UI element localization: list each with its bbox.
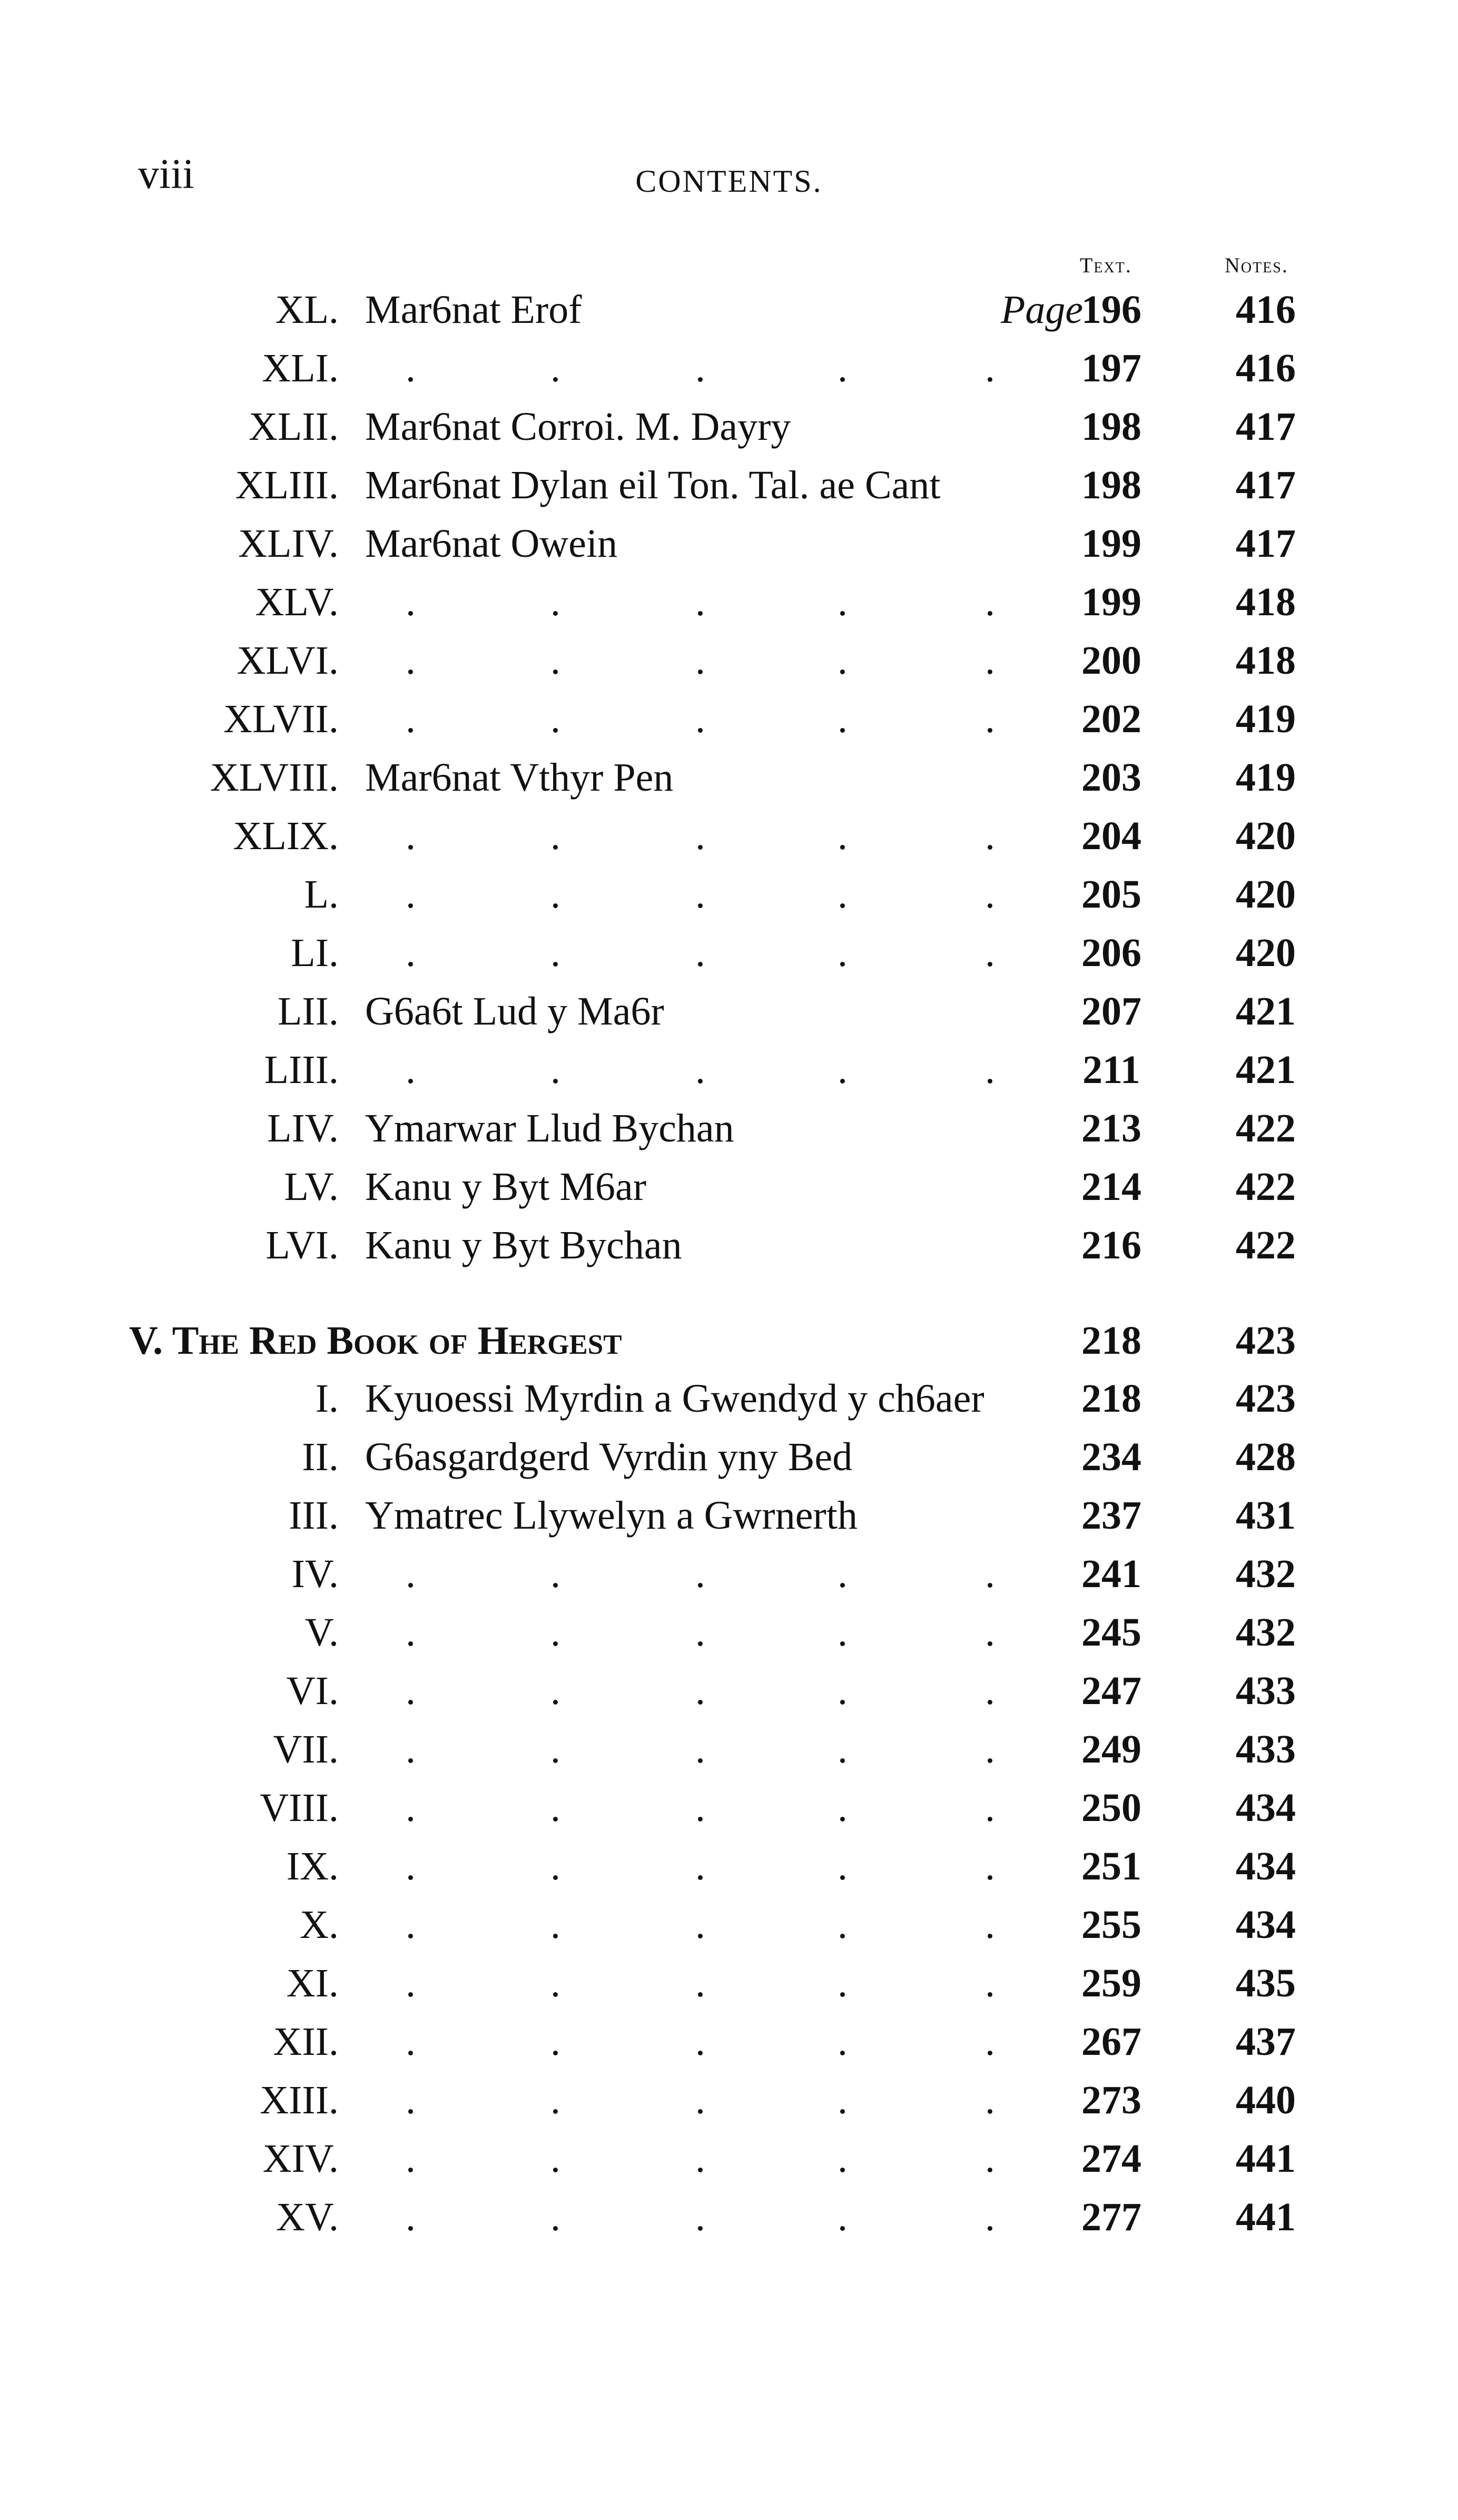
table-row bbox=[0, 755, 1458, 814]
table-row bbox=[0, 462, 1458, 521]
text-page-number: 255 bbox=[1081, 1903, 1141, 1947]
text-page-number: 213 bbox=[1081, 1106, 1141, 1150]
notes-page-number: 440 bbox=[1236, 2078, 1296, 2122]
entry-title: Mar6nat Erof bbox=[365, 288, 582, 332]
text-page-number: 198 bbox=[1081, 405, 1141, 449]
notes-page-number: 441 bbox=[1236, 2137, 1296, 2181]
entry-title: G6asgardgerd Vyrdin yny Bed bbox=[365, 1435, 853, 1479]
entry-number: LV. bbox=[284, 1165, 339, 1209]
text-page-number: 202 bbox=[1081, 697, 1141, 741]
notes-page-number: 422 bbox=[1236, 1223, 1296, 1267]
entry-title: Mar6nat Owein bbox=[365, 521, 618, 566]
page-title: CONTENTS. bbox=[635, 164, 823, 199]
text-page-number: 237 bbox=[1081, 1493, 1141, 1538]
notes-page-number: 417 bbox=[1236, 463, 1296, 507]
table-row: XLVII. . . . . . 202 419 bbox=[0, 696, 1458, 755]
text-page-number: 234 bbox=[1081, 1435, 1141, 1479]
table-row: LI. . . . . . 206 420 bbox=[0, 930, 1458, 989]
entry-number: IV. bbox=[291, 1552, 339, 1596]
entry-title: G6a6t Lud y Ma6r bbox=[365, 989, 664, 1033]
text-page-number: 216 bbox=[1081, 1223, 1141, 1267]
notes-page-number: 434 bbox=[1236, 1786, 1296, 1830]
notes-page-number: 433 bbox=[1236, 1727, 1296, 1771]
text-page-number: 241 bbox=[1081, 1552, 1141, 1596]
table-row bbox=[0, 1493, 1458, 1552]
text-page-number: 211 bbox=[1082, 1048, 1140, 1092]
text-page-number: 249 bbox=[1081, 1727, 1141, 1771]
table-row: LIII. . . . . . 211 421 bbox=[0, 1047, 1458, 1106]
entry-title: Kyuoessi Myrdin a Gwendyd y ch6aer bbox=[365, 1376, 984, 1421]
entry-number: LII. bbox=[277, 989, 339, 1033]
notes-page-number: 435 bbox=[1236, 1961, 1296, 2005]
text-page-number: 205 bbox=[1081, 872, 1141, 917]
notes-page-number: 423 bbox=[1236, 1376, 1296, 1421]
notes-page-number: 428 bbox=[1236, 1435, 1296, 1479]
table-row bbox=[0, 1164, 1458, 1223]
text-page-number: 250 bbox=[1081, 1786, 1141, 1830]
table-row: XV. . . . . . 277 441 bbox=[0, 2194, 1458, 2253]
entry-number: L. bbox=[304, 872, 339, 917]
text-page-number: 199 bbox=[1081, 580, 1141, 624]
entry-number: VII. bbox=[273, 1727, 339, 1771]
notes-page-number: 434 bbox=[1236, 1844, 1296, 1888]
text-page-number: 245 bbox=[1081, 1610, 1141, 1655]
notes-page-number: 419 bbox=[1236, 697, 1296, 741]
text-page-number: 218 bbox=[1081, 1376, 1141, 1421]
notes-page-number: 421 bbox=[1236, 1048, 1296, 1092]
text-page-number: 196 bbox=[1081, 288, 1141, 332]
table-row: XLVI. . . . . . 200 418 bbox=[0, 638, 1458, 697]
table-row: XLIX. . . . . . 204 420 bbox=[0, 813, 1458, 872]
table-row bbox=[0, 287, 1458, 346]
entry-number: XLII. bbox=[249, 405, 339, 449]
notes-page-number: 420 bbox=[1236, 931, 1296, 975]
entry-number: I. bbox=[315, 1376, 339, 1421]
notes-page-number: 416 bbox=[1236, 288, 1296, 332]
entry-number: XLVIII. bbox=[210, 755, 339, 800]
table-row: XII. . . . . . 267 437 bbox=[0, 2019, 1458, 2078]
text-page-number: 273 bbox=[1081, 2078, 1141, 2122]
table-row: X. . . . . . 255 434 bbox=[0, 1902, 1458, 1961]
column-header-notes: Notes. bbox=[1225, 253, 1288, 277]
entry-number: XL. bbox=[275, 288, 339, 332]
notes-page-number: 422 bbox=[1236, 1106, 1296, 1150]
notes-page-number: 418 bbox=[1236, 580, 1296, 624]
table-row: L. . . . . . 205 420 bbox=[0, 872, 1458, 931]
text-page-number: 206 bbox=[1081, 931, 1141, 975]
notes-page-number: 433 bbox=[1236, 1669, 1296, 1713]
notes-page-number: 421 bbox=[1236, 989, 1296, 1033]
entry-number: LIII. bbox=[264, 1048, 339, 1092]
table-row: V. . . . . . 245 432 bbox=[0, 1610, 1458, 1669]
entry-number: III. bbox=[289, 1493, 339, 1538]
notes-page-number: 423 bbox=[1236, 1318, 1296, 1363]
table-row bbox=[0, 1434, 1458, 1493]
text-page-number: 251 bbox=[1081, 1844, 1141, 1888]
entry-number: VI. bbox=[286, 1669, 339, 1713]
entry-number: XII. bbox=[273, 2020, 339, 2064]
notes-page-number: 416 bbox=[1236, 346, 1296, 390]
page-folio: viii bbox=[138, 151, 194, 198]
entry-number: XLIII. bbox=[235, 463, 339, 507]
notes-page-number: 437 bbox=[1236, 2020, 1296, 2064]
table-row: XLV. . . . . . 199 418 bbox=[0, 579, 1458, 638]
notes-page-number: 422 bbox=[1236, 1165, 1296, 1209]
entry-title: Mar6nat Dylan eil Ton. Tal. ae Cant bbox=[365, 463, 941, 507]
text-page-number: 214 bbox=[1081, 1165, 1141, 1209]
text-page-number: 197 bbox=[1081, 346, 1141, 390]
entry-number: XLV. bbox=[255, 580, 339, 624]
table-row: VII. . . . . . 249 433 bbox=[0, 1727, 1458, 1786]
text-page-number: 247 bbox=[1081, 1669, 1141, 1713]
table-row: XIII. . . . . . 273 440 bbox=[0, 2078, 1458, 2137]
table-row: XI. . . . . . 259 435 bbox=[0, 1961, 1458, 2020]
notes-page-number: 434 bbox=[1236, 1903, 1296, 1947]
entry-number: V. bbox=[304, 1610, 339, 1655]
text-page-number: 267 bbox=[1081, 2020, 1141, 2064]
text-page-number: 204 bbox=[1081, 814, 1141, 858]
entry-title: Kanu y Byt M6ar bbox=[365, 1165, 647, 1209]
table-row: VI. . . . . . 247 433 bbox=[0, 1668, 1458, 1727]
entry-number: X. bbox=[300, 1903, 339, 1947]
entry-number: XLVI. bbox=[237, 638, 339, 683]
text-page-number: 198 bbox=[1081, 463, 1141, 507]
text-page-number: 203 bbox=[1081, 755, 1141, 800]
entry-title: Ymatrec Llywelyn a Gwrnerth bbox=[365, 1493, 858, 1538]
column-header-text: Text. bbox=[1080, 253, 1132, 277]
entry-number: IX. bbox=[286, 1844, 339, 1888]
entry-number: XLIV. bbox=[238, 521, 339, 566]
notes-page-number: 418 bbox=[1236, 638, 1296, 683]
notes-page-number: 432 bbox=[1236, 1552, 1296, 1596]
notes-page-number: 441 bbox=[1236, 2195, 1296, 2239]
entry-title: Mar6nat Corroi. M. Dayry bbox=[365, 405, 791, 449]
entry-number: XV. bbox=[276, 2195, 339, 2239]
page-label: Page bbox=[1001, 288, 1083, 332]
entry-title: Kanu y Byt Bychan bbox=[365, 1223, 682, 1267]
text-page-number: 274 bbox=[1081, 2137, 1141, 2181]
table-row: XLI. . . . . . 197 416 bbox=[0, 346, 1458, 405]
entry-number: XIII. bbox=[260, 2078, 339, 2122]
entry-title: Ymarwar Llud Bychan bbox=[365, 1106, 734, 1150]
entry-number: LIV. bbox=[267, 1106, 339, 1150]
notes-page-number: 417 bbox=[1236, 405, 1296, 449]
table-row bbox=[0, 521, 1458, 580]
table-row bbox=[0, 1376, 1458, 1435]
table-row bbox=[0, 1223, 1458, 1282]
entry-number: XLVII. bbox=[223, 697, 339, 741]
table-row bbox=[0, 404, 1458, 463]
text-page-number: 259 bbox=[1081, 1961, 1141, 2005]
notes-page-number: 432 bbox=[1236, 1610, 1296, 1655]
table-row: VIII. . . . . . 250 434 bbox=[0, 1785, 1458, 1844]
notes-page-number: 420 bbox=[1236, 872, 1296, 917]
notes-page-number: 417 bbox=[1236, 521, 1296, 566]
text-page-number: 200 bbox=[1081, 638, 1141, 683]
text-page-number: 277 bbox=[1081, 2195, 1141, 2239]
table-row: IX. . . . . . 251 434 bbox=[0, 1844, 1458, 1903]
entry-title: Mar6nat Vthyr Pen bbox=[365, 755, 674, 800]
section-title: V. The Red Book of Hergest bbox=[129, 1318, 622, 1363]
section-heading-row bbox=[0, 1318, 1458, 1377]
entry-number: XLIX. bbox=[233, 814, 339, 858]
table-row: IV. . . . . . 241 432 bbox=[0, 1551, 1458, 1610]
notes-page-number: 431 bbox=[1236, 1493, 1296, 1538]
entry-number: XI. bbox=[286, 1961, 339, 2005]
entry-number: II. bbox=[302, 1435, 339, 1479]
text-page-number: 199 bbox=[1081, 521, 1141, 566]
notes-page-number: 419 bbox=[1236, 755, 1296, 800]
text-page-number: 207 bbox=[1081, 989, 1141, 1033]
table-row: XIV. . . . . . 274 441 bbox=[0, 2136, 1458, 2195]
notes-page-number: 420 bbox=[1236, 814, 1296, 858]
entry-number: XIV. bbox=[262, 2137, 339, 2181]
entry-number: LVI. bbox=[265, 1223, 339, 1267]
entry-number: LI. bbox=[291, 931, 339, 975]
table-row bbox=[0, 989, 1458, 1048]
entry-number: XLI. bbox=[262, 346, 339, 390]
table-row bbox=[0, 1106, 1458, 1165]
text-page-number: 218 bbox=[1081, 1318, 1141, 1363]
entry-number: VIII. bbox=[260, 1786, 339, 1830]
